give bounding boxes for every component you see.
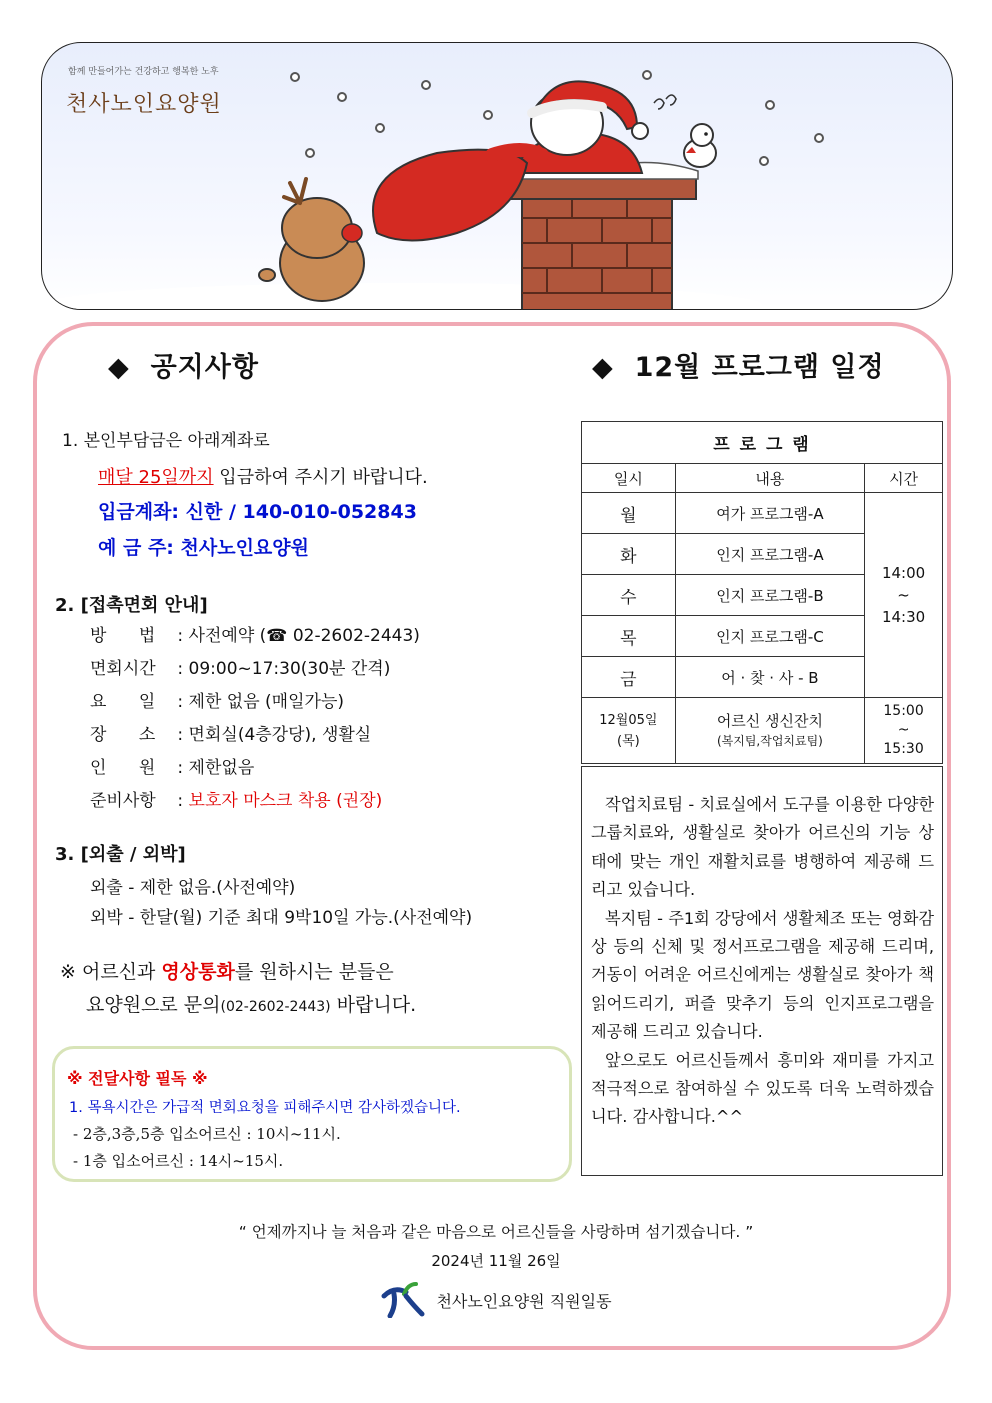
notice-item3-title: 3. [외출 / 외박]	[55, 844, 186, 865]
row-program: 인지 프로그램-B	[675, 575, 864, 616]
visit-info-value: 제한없음	[188, 758, 255, 778]
bath-time-floor-1: - 1층 입소어르신 : 14시~15시.	[73, 1152, 284, 1170]
notice-item1-line1: 1. 본인부담금은 아래계좌로	[62, 431, 270, 451]
colon-separator: :	[172, 626, 189, 646]
visit-info-label: 방 법	[90, 626, 156, 646]
footer-signature: 천사노인요양원 직원일동	[436, 1291, 612, 1311]
overnight-text: 외박 - 한달(월) 기준 최대 9박10일 가능.(사전예약)	[90, 908, 473, 928]
deadline-text: 매달 25일까지	[98, 467, 214, 488]
colon-separator: :	[172, 692, 189, 712]
visit-info-value: 사전예약 (☎ 02-2602-2443)	[188, 626, 420, 646]
diamond-bullet-icon: ◆	[592, 352, 614, 383]
header-time: 시간	[865, 464, 943, 493]
bath-time-notice: 1. 목욕시간은 가급적 면회요청을 피해주시면 감사하겠습니다.	[69, 1100, 461, 1116]
account-holder: 예 금 주: 천사노인요양원	[98, 537, 309, 559]
visit-info-row	[90, 659, 390, 679]
important-notice-box	[52, 1046, 572, 1182]
footer-date: 2024년 11월 26일	[431, 1252, 561, 1270]
notice-item1-line2: 매달 25일까지 입금하여 주시기 바랍니다.	[98, 467, 428, 488]
visit-info-value: 보호자 마스크 착용 (권장)	[188, 791, 383, 811]
row-day: 월	[582, 493, 676, 534]
bath-time-floors-2-3-5: - 2층,3층,5층 입소어르신 : 10시~11시.	[73, 1125, 341, 1143]
santa-chimney-illustration	[42, 43, 952, 309]
row-day: 화	[582, 534, 676, 575]
visit-info-value: 제한 없음 (매일가능)	[188, 692, 344, 712]
table-title: 프 로 그 램	[582, 422, 943, 464]
visit-info-label: 인 원	[90, 758, 156, 778]
row-day: 목	[582, 616, 676, 657]
video-call-highlight: 영상통화	[161, 961, 235, 983]
colon-separator: :	[172, 725, 189, 745]
colon-separator: :	[172, 758, 189, 778]
notice-title: ◆ 공지사항	[108, 352, 259, 383]
visit-info-row	[90, 692, 344, 712]
description-paragraph: 앞으로도 어르신들께서 흥미와 재미를 가지고 적극적으로 참여하실 수 있도록 더욱 노력하겠습니다. 감사합니다.^^	[591, 1050, 934, 1127]
program-description	[581, 766, 943, 1176]
row-program: 인지 프로그램-A	[675, 534, 864, 575]
header-banner	[41, 42, 953, 310]
row-day: 금	[582, 657, 676, 698]
header-content: 내용	[675, 464, 864, 493]
footer-signature-row	[0, 1282, 992, 1322]
row-program: 인지 프로그램-C	[675, 616, 864, 657]
header-date: 일시	[582, 464, 676, 493]
visit-info-row	[90, 758, 254, 778]
visit-info-value: 면회실(4층강당), 생활실	[188, 725, 372, 745]
row-day: 수	[582, 575, 676, 616]
visit-info-row	[90, 626, 420, 646]
row-program: 여가 프로그램-A	[675, 493, 864, 534]
visit-info-row	[90, 725, 371, 745]
diamond-bullet-icon: ◆	[108, 352, 130, 383]
special-event-time: 15:00 ~ 15:30	[865, 698, 943, 764]
outing-text: 외출 - 제한 없음.(사전예약)	[90, 878, 296, 898]
special-event-date: 12월05일 (목)	[582, 698, 676, 764]
organization-logo-icon	[380, 1282, 426, 1318]
colon-separator: :	[172, 659, 189, 679]
visit-info-label: 면회시간	[90, 659, 156, 679]
row-program: 어 · 찾 · 사 - B	[675, 657, 864, 698]
visit-info-row	[90, 791, 382, 811]
visit-info-label: 요 일	[90, 692, 156, 712]
weekly-time-cell: 14:00 ~ 14:30	[865, 493, 943, 698]
special-event-program: 어르신 생신잔치 (복지팀,작업치료팀)	[675, 698, 864, 764]
account-info: 입금계좌: 신한 / 140-010-052843	[98, 501, 417, 523]
visit-info-label: 준비사항	[90, 791, 156, 811]
video-call-line2: 요양원으로 문의(02-2602-2443) 바랍니다.	[86, 994, 417, 1016]
visit-info-label: 장 소	[90, 725, 156, 745]
schedule-title: ◆ 12월 프로그램 일정	[592, 352, 885, 383]
description-paragraph: 작업치료팀 - 치료실에서 도구를 이용한 다양한 그룹치료와, 생활실로 찾아가 어르신의 기능 상태에 맞는 개인 재활치료를 병행하여 제공해 드리고 있습니다.	[591, 795, 934, 900]
footer-quote: “ 언제까지나 늘 처음과 같은 마음으로 어르신들을 사랑하며 섬기겠습니다. ”	[238, 1223, 754, 1241]
video-call-line1: ※ 어르신과 영상통화를 원하시는 분들은	[60, 961, 394, 983]
important-notice-title: ※ 전달사항 필독 ※	[67, 1069, 208, 1088]
description-paragraph: 복지팀 - 주1회 강당에서 생활체조 또는 영화감상 등의 신체 및 정서프로그램을 제공해 드리며, 거동이 어려운 어르신에게는 생활실로 찾아가 책 읽어드리기, 퍼즐 맞추기 등의 인지프로그램을 제공해 드리고 있습니다.	[591, 908, 934, 1042]
header-tagline: 함께 만들어가는 건강하고 행복한 노후	[68, 67, 219, 77]
colon-separator: :	[172, 791, 189, 811]
schedule-table	[581, 421, 943, 764]
brand-name: 천사노인요양원	[66, 92, 222, 117]
visit-info-value: 09:00~17:30(30분 간격)	[188, 659, 391, 679]
notice-item2-title: 2. [접촉면회 안내]	[55, 595, 208, 616]
